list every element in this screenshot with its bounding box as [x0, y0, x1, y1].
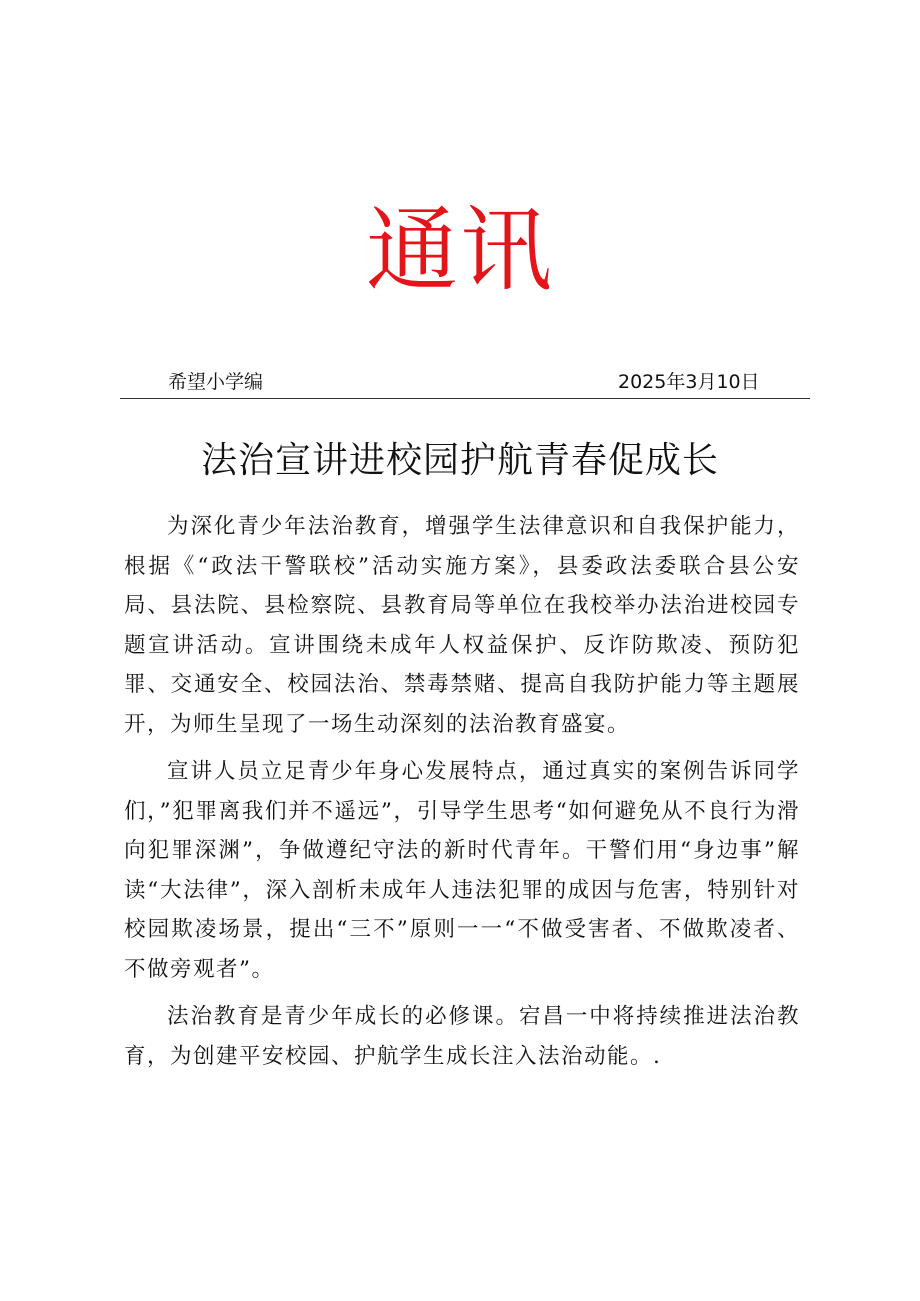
article-body: [124, 507, 800, 1084]
article-paragraph-2: 宣讲人员立足青少年身心发展特点，通过真实的案例告诉同学们，”犯罪离我们并不遥远”，引导学生思考“如何避免从不良行为滑向犯罪深渊”，争做遵纪守法的新时代青年。干警们用“身边事”解读“大法律”，深入剖析未成年人违法犯罪的成因与危害，特别针对校园欺凌场景，提出“三不”原则一一“不做受害者、不做欺凌者、不做旁观者”。: [124, 759, 800, 982]
issue-date: 2025年3月10日: [618, 371, 760, 393]
editor-label: 希望小学编: [168, 371, 264, 393]
meta-row: [120, 368, 810, 398]
article-paragraph-1: 为深化青少年法治教育，增强学生法律意识和自我保护能力，根据《“政法干警联校”活动实施方案》，县委政法委联合县公安局、县法院、县检察院、县教育局等单位在我校举办法治进校园专题宣讲活动。宣讲围绕未成年人权益保护、反诈防欺凌、预防犯罪、交通安全、校园法治、禁毒禁赌、提高自我防护能力等主题展开，为师生呈现了一场生动深刻的法治教育盛宴。: [124, 514, 800, 737]
header-divider: [120, 398, 810, 399]
article-paragraph-3: 法治教育是青少年成长的必修课。宕昌一中将持续推进法治教育，为创建平安校园、护航学生成长注入法治动能。.: [124, 1004, 800, 1069]
masthead-title: 通讯: [365, 197, 554, 304]
article-headline: 法治宣讲进校园护航青春促成长: [200, 440, 719, 481]
